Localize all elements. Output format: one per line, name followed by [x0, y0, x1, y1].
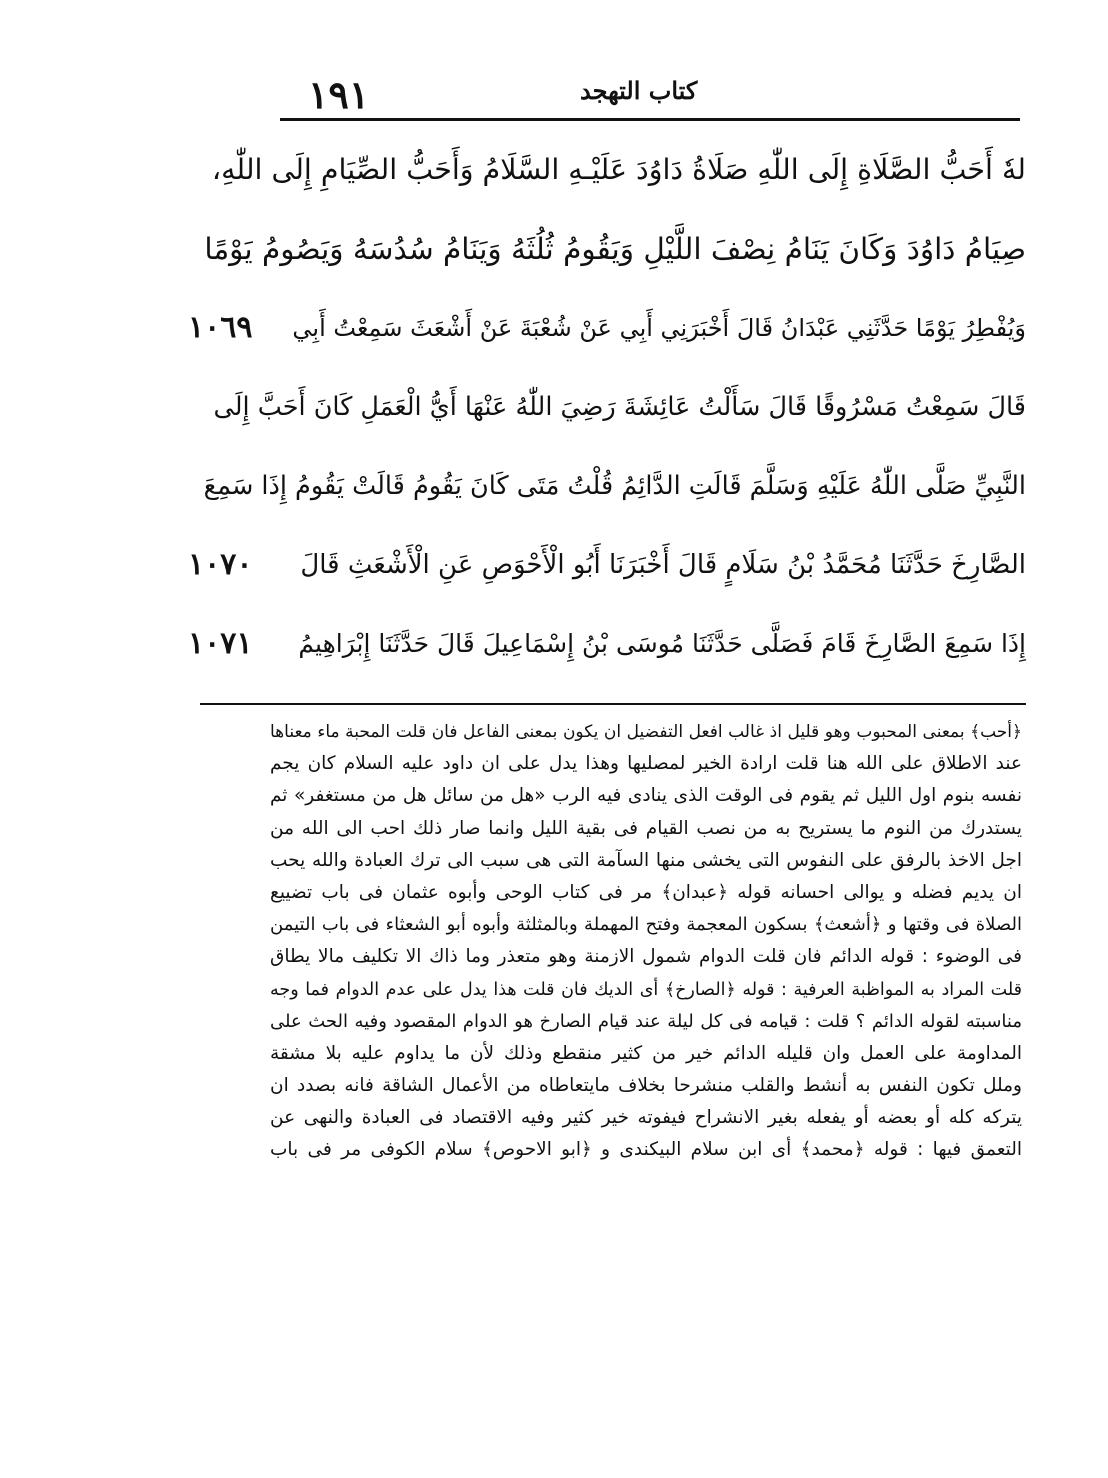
- main-text-line: [200, 207, 1026, 286]
- main-text-line-content: إِذَا سَمِعَ الصَّارِخَ قَامَ فَصَلَّى حَدَّثَنَا مُوسَى بْنُ إِسْمَاعِيلَ قَالَ حَدَّثَنَا إِبْرَاهِيمُ: [298, 629, 1026, 658]
- commentary-line: عند الاطلاق على الله هنا قلت ارادة الخير لمصليها وهذا يدل على ان داود عليه السلام كان يجم: [270, 753, 1022, 775]
- main-text-line: [200, 365, 1026, 444]
- hadith-text: [188, 128, 1026, 681]
- main-text-line: [200, 128, 1026, 207]
- commentary-line: مناسبته لقوله الدائم ؟ قلت : قيامه فى كل ليلة عند قيام الصارخ هو الدوام المقصود وفيه الحث على: [270, 1010, 1022, 1032]
- commentary-line: ﴿أحب﴾ بمعنى المحبوب وهو قليل اذ غالب افعل التفضيل ان يكون بمعنى الفاعل فان قلت المحبة ماء معناها: [270, 722, 1022, 742]
- commentary-line: المداومة على العمل وان قليله الدائم خير من كثير منقطع وذلك لأن ما يداوم عليه بلا مشقة: [270, 1042, 1022, 1064]
- commentary-line: التعمق فيها : قوله ﴿محمد﴾ أى ابن سلام البيكندى و ﴿ابو الاحوص﴾ سلام الكوفى مر فى باب: [270, 1139, 1022, 1161]
- commentary-block: [270, 716, 1022, 1167]
- hadith-number: ١٠٦٩: [188, 310, 253, 345]
- main-text-line-content: الصَّارِخَ حَدَّثَنَا مُحَمَّدُ بْنُ سَلَامٍ قَالَ أَخْبَرَنَا أَبُو الْأَحْوَصِ عَنِ الْأَشْعَثِ قَالَ: [300, 550, 1026, 580]
- main-text-line: [188, 602, 1026, 681]
- main-text-line-content: صِيَامُ دَاوُدَ وَكَانَ يَنَامُ نِصْفَ اللَّيْلِ وَيَقُومُ ثُلُثَهُ وَيَنَامُ سُدُسَهُ وَيَصُومُ يَوْمًا: [204, 232, 1026, 266]
- page-number: ١٩١: [308, 72, 370, 117]
- main-text-line: [188, 286, 1026, 365]
- commentary-line: ان يديم فضله و يوالى احسانه قوله ﴿عبدان﴾ مر فى كتاب الوحى وأبوه عثمان فى باب تضييع: [270, 881, 1022, 903]
- header-rule: [280, 118, 1020, 121]
- main-text-line-content: قَالَ سَمِعْتُ مَسْرُوقًا قَالَ سَأَلْتُ عَائِشَةَ رَضِيَ اللّٰهُ عَنْهَا أَيُّ الْعَمَلِ كَانَ أَحَبَّ إِلَى: [213, 392, 1026, 422]
- main-text-line-content: لهٗ أَحَبُّ الصَّلَاةِ إِلَى اللّٰهِ صَلَاةُ دَاوُدَ عَلَيْـهِ السَّلَامُ وَأَحَبُّ الصِّيَامِ إِلَى اللّٰهِ،: [211, 153, 1026, 186]
- hadith-number: ١٠٧٠: [188, 547, 253, 582]
- commentary-line: وملل تكون النفس به أنشط والقلب منشرحا بخلاف مايتعاطاه من الأعمال الشاقة فانه بصدد ان: [270, 1075, 1022, 1097]
- main-text-line-content: النَّبِيِّ صَلَّى اللّٰهُ عَلَيْهِ وَسَلَّمَ قَالَتِ الدَّائِمُ قُلْتُ مَتَى كَانَ يَقُومُ قَالَتْ يَقُومُ إِذَا سَمِعَ: [203, 471, 1026, 501]
- commentary-line: الصلاة فى وقتها و ﴿أشعث﴾ بسكون المعجمة وفتح المهملة وبالمثلثة وأبوه أبو الشعثاء فى باب التيمن: [270, 914, 1022, 936]
- hadith-number: ١٠٧١: [188, 626, 253, 661]
- commentary-line: فى الوضوء : قوله الدائم فان قلت الدوام شمول الازمنة وهو متعذر وما ذاك الا تكليف مالا يطاق: [270, 946, 1022, 968]
- running-title: كتاب التهجد: [580, 76, 698, 105]
- main-text-line: [188, 523, 1026, 602]
- footnote-rule: [200, 703, 1026, 705]
- main-text-line: [200, 444, 1026, 523]
- commentary-line: يستدرك من النوم ما يستريح به من نصب القيام فى بقية الليل وانما صار ذلك احب الى الله من: [270, 817, 1022, 839]
- commentary-line: يتركه كله أو بعضه أو يفعله بغير الانشراح فيفوته خير كثير وفيه الاقتصاد فى العبادة والنهى عن: [270, 1107, 1022, 1129]
- main-text-line-content: وَيُفْطِرُ يَوْمًا حَدَّثَنِي عَبْدَانُ قَالَ أَخْبَرَنِي أَبِي عَنْ شُعْبَةَ عَنْ أَشْعَثَ سَمِعْتُ أَبِي: [292, 314, 1026, 342]
- commentary-line: قلت المراد به المواظبة العرفية : قوله ﴿الصارخ﴾ أى الديك فان قلت هذا يدل على عدم الدوام فما وجه: [270, 979, 1022, 1000]
- page-header: [280, 70, 1020, 116]
- commentary-line: اجل الاخذ بالرفق على النفوس التى يخشى منها السآمة التى هى سبب الى ترك العبادة والله يحب: [270, 849, 1022, 871]
- commentary-line: نفسه بنوم اول الليل ثم يقوم فى الوقت الذى ينادى فيه الرب «هل من سائل هل من مستغفر» ثم: [270, 785, 1022, 807]
